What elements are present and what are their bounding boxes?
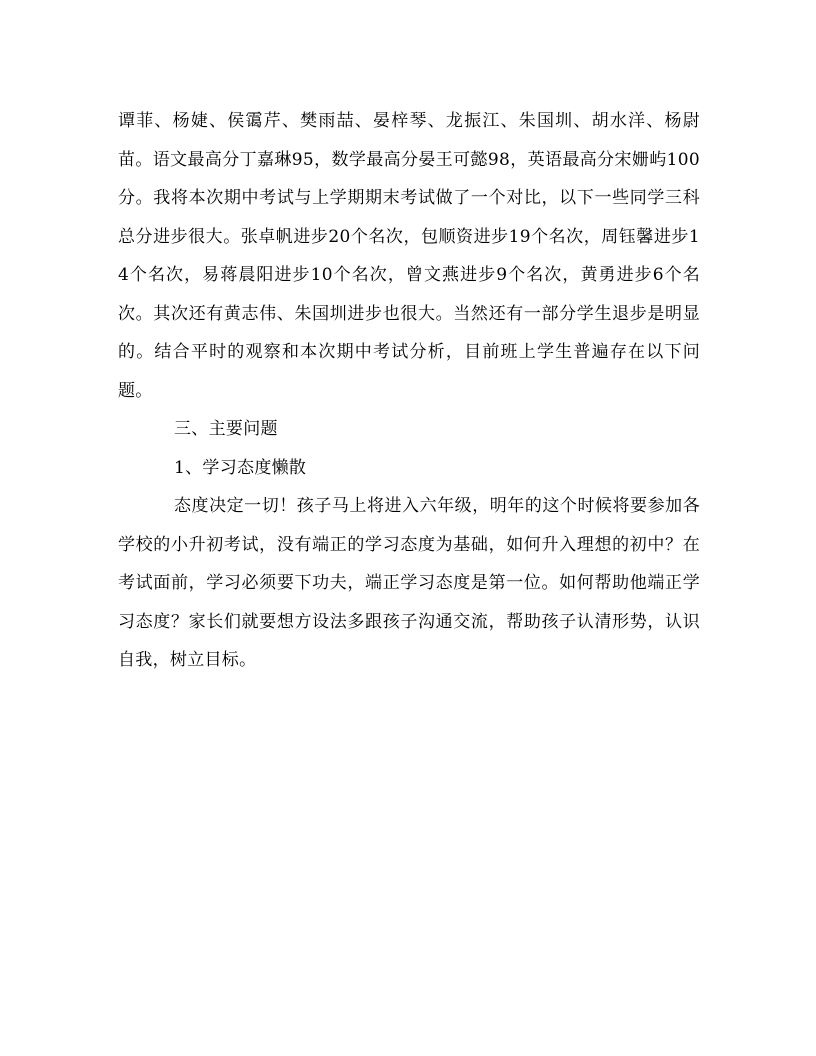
paragraph-attitude-advice: 态度决定一切！孩子马上将进入六年级，明年的这个时候将要参加各学校的小升初考试，没有端正的学习态度为基础，如何升入理想的初中？在考试面前，学习必须要下功夫，端正学习态度是第一位。如何帮助他端正学习态度？家长们就要想方设法多跟孩子沟通交流，帮助孩子认清形势，认识自我，树立目标。 — [118, 496, 700, 670]
section-heading-main-problems: 三、主要问题 — [174, 419, 278, 439]
document-body — [118, 102, 700, 680]
paragraph-student-results: 谭菲、杨婕、侯霭芹、樊雨喆、晏梓琴、龙振江、朱国圳、胡水洋、杨尉苗。语文最高分丁嘉琳95，数学最高分晏王可懿98，英语最高分宋姗屿100分。我将本次期中考试与上学期期末考试做了一个对比，以下一些同学三科总分进步很大。张卓帆进步20个名次，包顺资进步19个名次，周钰馨进步14个名次，易蒋晨阳进步10个名次，曾文燕进步9个名次，黄勇进步6个名次。其次还有黄志伟、朱国圳进步也很大。当然还有一部分学生退步是明显的。结合平时的观察和本次期中考试分析，目前班上学生普遍存在以下问题。 — [118, 111, 700, 401]
subheading-study-attitude: 1、学习态度懒散 — [174, 457, 307, 478]
